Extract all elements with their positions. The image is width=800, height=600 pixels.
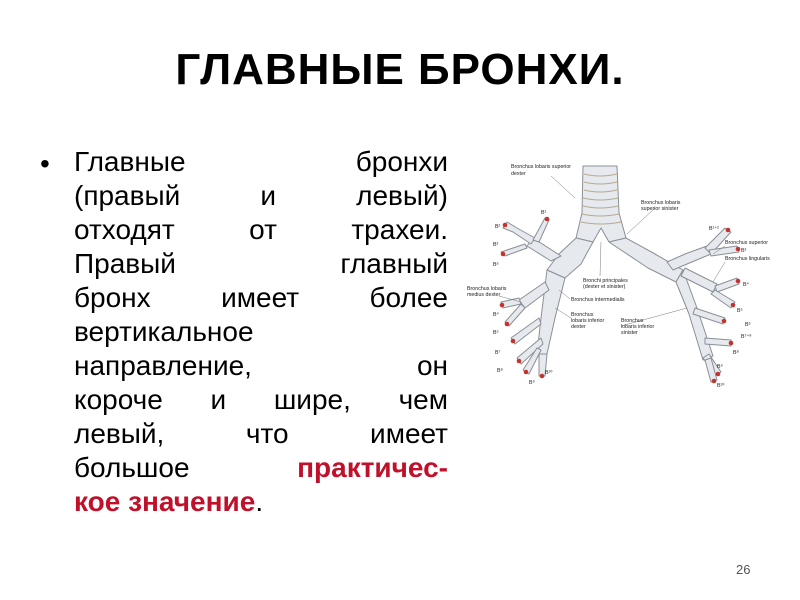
label-lobaris-sup-sin-2: superior sinister	[641, 206, 679, 212]
text-line-6	[74, 315, 448, 349]
seg-b8: B⁸	[497, 368, 503, 374]
seg-b9: B⁹	[529, 380, 535, 386]
word: шире,	[273, 384, 351, 415]
label-lobaris-inf-dexter-2: lobaris inferior	[571, 318, 605, 324]
seg-b2: B²	[495, 224, 501, 230]
label-lobaris-sup-sin-1: Bronchus lobaris	[641, 200, 681, 206]
seg-left-b4: B⁴	[743, 282, 749, 288]
text-line-10	[74, 451, 448, 485]
page-number: 26	[736, 562, 751, 577]
text-line-3	[74, 213, 448, 247]
seg-b7: B⁷	[495, 350, 501, 356]
label-lobaris-inf-sin-2: lobaris inferior	[621, 324, 655, 330]
word: и	[210, 384, 227, 415]
word: и	[260, 180, 277, 211]
word: направление,	[74, 350, 252, 381]
seg-b3: B³	[493, 242, 499, 248]
word: Главные	[74, 146, 186, 177]
word: вертикальное	[74, 316, 254, 347]
label-lobaris-sup-dexter-2: dexter	[511, 171, 526, 177]
right-b6-branch	[511, 318, 541, 344]
word: главный	[340, 248, 448, 279]
bronchial-tree-svg	[455, 158, 777, 390]
left-b8-branch	[705, 338, 731, 346]
label-intermedialis: Bronchus intermedialis	[571, 297, 625, 303]
seg-left-b5: B⁵	[737, 308, 743, 314]
seg-left-b8: B⁸	[733, 350, 739, 356]
word: короче	[74, 384, 163, 415]
trachea	[576, 166, 626, 242]
right-b1-branch	[533, 218, 549, 242]
word: он	[416, 350, 448, 381]
label-lobaris-inf-sin-3: sinister	[621, 330, 638, 336]
label-lobaris-sup-dexter-1: Bronchus lobaris superior	[511, 164, 572, 170]
label-lobaris-inf-sin-1: Bronchus	[621, 318, 644, 324]
left-b4-branch	[715, 278, 739, 292]
text-line-2	[74, 179, 448, 213]
label-medius-2: medius dexter	[467, 292, 501, 298]
word: левый,	[74, 418, 165, 449]
seg-left-b6: B⁶	[745, 322, 751, 328]
label-principales-1: Bronchi principales	[583, 278, 628, 284]
period: .	[255, 486, 264, 517]
text-line-1	[74, 145, 448, 179]
seg-b12: B¹⁺²	[709, 226, 719, 232]
word: левый)	[356, 180, 448, 211]
text-line-7	[74, 349, 448, 383]
label-lobaris-inf-dexter-3: dexter	[571, 324, 586, 330]
label-lingularis: Bronchus lingularis	[725, 256, 770, 262]
word: бронхи	[355, 146, 448, 177]
label-principales-2: (dexter et sinister)	[583, 284, 626, 290]
label-lobaris-inf-dexter-1: Bronchus	[571, 312, 594, 318]
bronchial-tree-illustration	[455, 158, 777, 390]
word: Правый	[74, 248, 176, 279]
seg-left-b10: B¹⁰	[717, 383, 725, 389]
word: отходят	[74, 214, 175, 245]
seg-left-b9: B⁹	[717, 364, 723, 370]
seg-b4: B⁴	[493, 312, 499, 318]
word: (правый	[74, 180, 181, 211]
seg-b5: B⁵	[493, 330, 499, 336]
text-line-8	[74, 383, 448, 417]
word: имеет	[221, 282, 300, 313]
bullet-marker: •	[40, 148, 50, 179]
highlighted-phrase: кое значение	[74, 486, 256, 517]
seg-left-b78: B⁷⁺⁸	[741, 334, 752, 340]
text-line-11	[74, 485, 448, 519]
seg-b1: B¹	[541, 210, 547, 216]
highlighted-word: практичес-	[297, 452, 448, 483]
label-medius-1: Bronchus lobaris	[467, 286, 507, 292]
word: имеет	[370, 418, 448, 449]
word: что	[245, 418, 289, 449]
text-line-4	[74, 247, 448, 281]
right-b3-branch	[503, 222, 535, 244]
word: трахеи.	[351, 214, 448, 245]
left-upper-lobe-bronchus	[667, 246, 711, 270]
slide-title: ГЛАВНЫЕ БРОНХИ.	[175, 45, 625, 94]
word: от	[249, 214, 277, 245]
word: бронх	[74, 282, 151, 313]
label-superior: Bronchus superior	[725, 240, 768, 246]
word: более	[369, 282, 448, 313]
text-line-5	[74, 281, 448, 315]
airway-shapes	[501, 166, 739, 382]
seg-left-b3: B³	[741, 248, 747, 254]
word: большое	[74, 452, 190, 483]
word: чем	[398, 384, 448, 415]
seg-b6: B⁶	[493, 262, 499, 268]
text-line-9	[74, 417, 448, 451]
seg-b10: B¹⁰	[545, 370, 553, 376]
